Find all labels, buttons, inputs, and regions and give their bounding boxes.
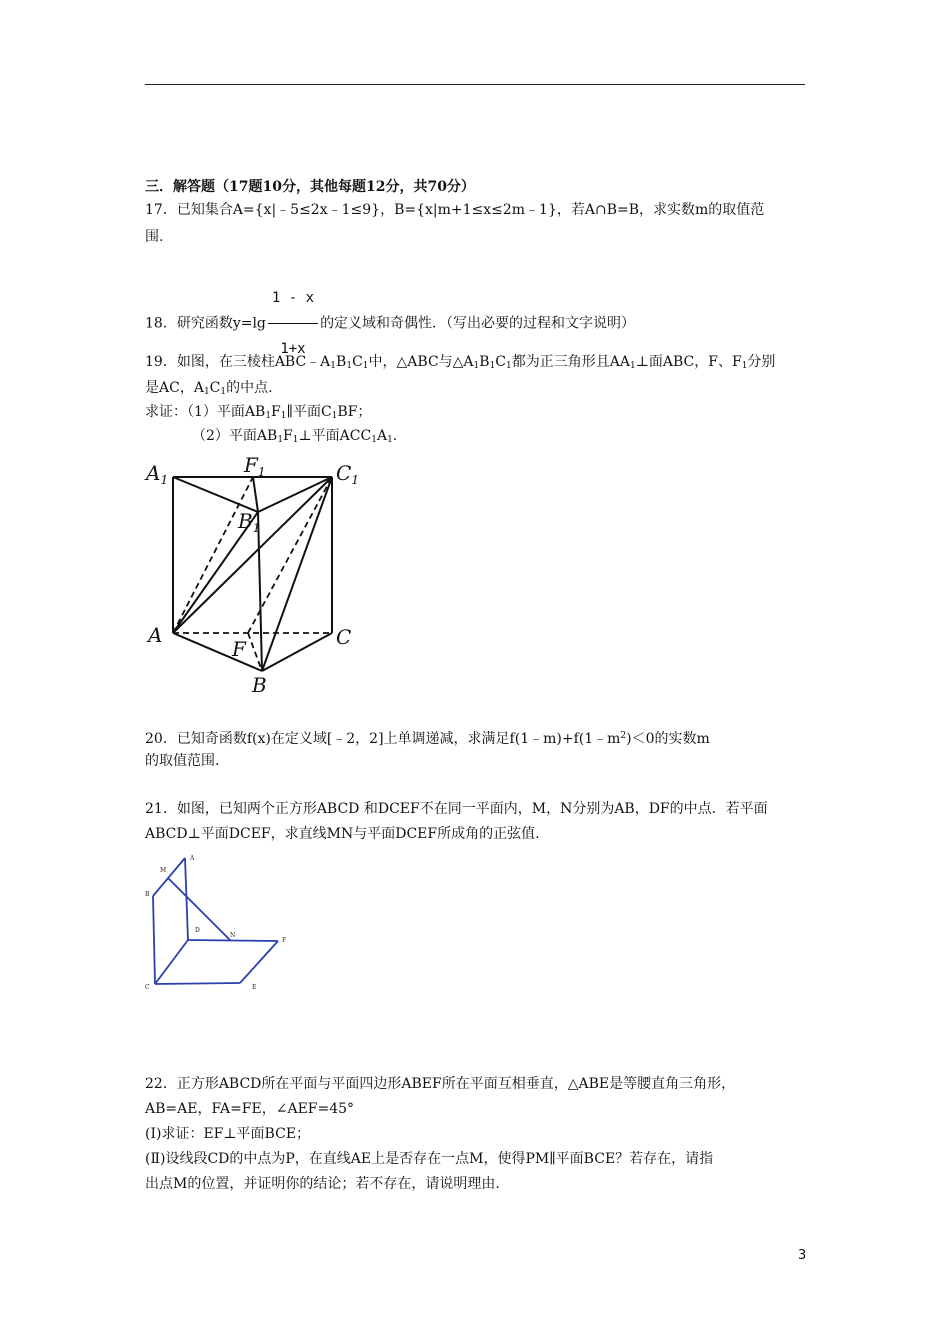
q18-fraction-denominator: 1+x [280,341,306,357]
label-C: C [336,625,352,649]
q21-line1: 21．如图，已知两个正方形ABCD 和DCEF不在同一平面内，M，N分别为AB，DF的中点．若平面 [145,801,768,817]
q19-line2: 是AC，$A_1C_1$的中点. [145,380,273,397]
header-rule [145,84,805,85]
q20-line2: 的取值范围. [145,753,220,769]
q18-fraction-numerator: 1 - x [268,275,318,324]
sq-label-E: E [252,984,257,991]
label-F: F [232,637,246,661]
sq-label-C: C [145,984,150,991]
label-A: A [148,623,163,647]
q22-line4: (Ⅱ)设线段CD的中点为P，在直线AE上是否存在一点M，使得PM∥平面BCE？若存在，请指 [145,1151,714,1167]
q22-line3: (Ⅰ)求证：EF⊥平面BCE； [145,1126,311,1142]
label-C1: $C_1$ [336,461,359,487]
q22-line5: 出点M的位置，并证明你的结论；若不存在，请说明理由. [145,1176,500,1192]
page-number: 3 [798,1248,807,1263]
sq-label-M: M [160,867,167,874]
q19-line4: （2）平面$AB_1F_1\perp$平面$ACC_1A_1$. [192,428,398,445]
label-B1: $B_1$ [238,509,261,535]
q19-line1: 19．如图，在三棱柱$ABC﹣A_1B_1C_1$中，△ABC与$\triangle A_1B_1C_1$都为正三角形且$AA_1\perp$面ABC，F、$F_1$分别 [145,354,776,371]
q21-line2: ABCD⊥平面DCEF，求直线MN与平面DCEF所成角的正弦值. [145,826,540,842]
q18-prefix: 18．研究函数y=lg [145,315,266,332]
sq-label-A: A [190,855,195,862]
q17-line2: 围. [145,229,164,245]
label-B: B [252,673,267,697]
sq-label-D: D [195,927,200,934]
sq-label-B: B [145,891,150,898]
sq-label-F: F [282,937,287,944]
prism-figure [140,450,370,700]
q19-line3: 求证：（1）平面$AB_1F_1\parallel$平面$C_1BF$； [145,404,372,421]
q22-line2: AB=AE，FA=FE，∠AEF=45° [145,1101,355,1117]
label-F1: $F_1$ [244,453,266,479]
q18-suffix: 的定义域和奇偶性．（写出必要的过程和文字说明） [320,315,636,332]
section-title: 三．解答题（17题10分，其他每题12分，共70分） [145,179,475,195]
q22-line1: 22．正方形ABCD所在平面与平面四边形ABEF所在平面互相垂直，△ABE是等腰直角三角形， [145,1076,736,1092]
squares-figure [140,848,300,993]
q20-line1: 20．已知奇函数f(x)在定义域[﹣2，2]上单调递减，求满足$f(1﹣m)+f(1﹣m^2)<0$的实数m [145,731,710,747]
q17-line1: 17．已知集合A={x|﹣5≤2x﹣1≤9}，B={x|m+1≤x≤2m﹣1}，若A∩B=B，求实数m的取值范 [145,202,765,218]
label-A1: $A_1$ [146,461,169,487]
sq-label-N: N [230,932,236,939]
